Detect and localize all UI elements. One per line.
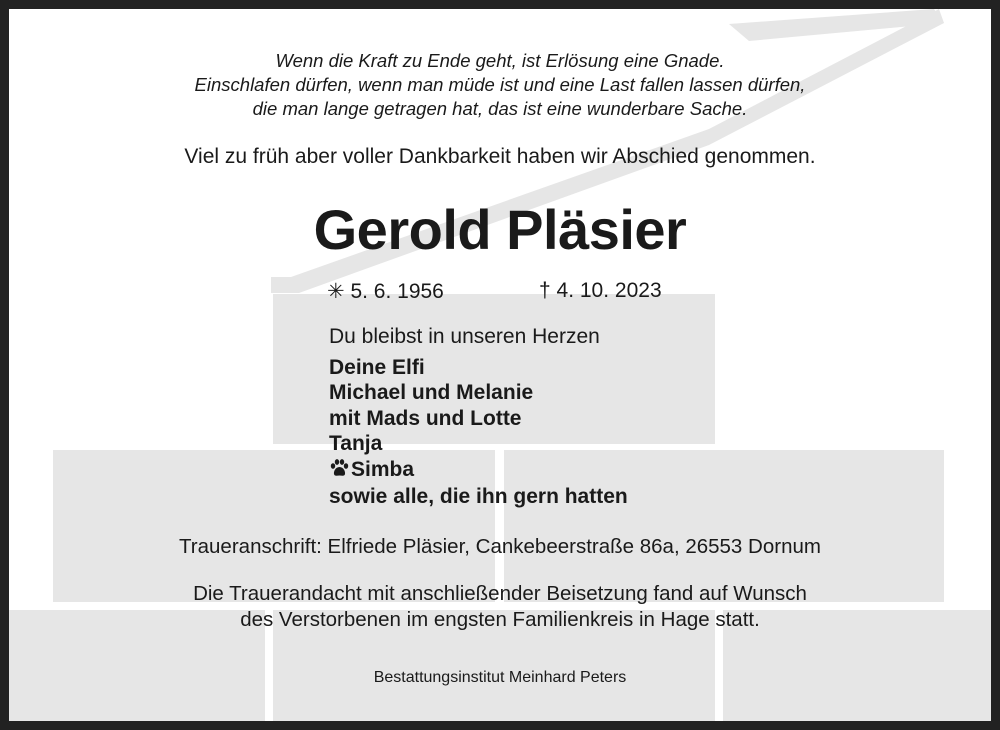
death-date-value: 4. 10. 2023: [556, 279, 662, 302]
deceased-name: Gerold Pläsier: [313, 198, 687, 261]
farewell-text: Viel zu früh aber voller Dankbarkeit haben wir Abschied genommen.: [184, 145, 816, 168]
mourning-address: Traueranschrift: Elfriede Pläsier, Cankebeerstraße 86a, 26553 Dornum: [179, 535, 821, 558]
service-line: des Verstorbenen im engsten Familienkreis in Hage statt.: [240, 608, 760, 631]
death-cross-icon: †: [539, 279, 551, 302]
mourners-list: [329, 355, 628, 509]
birth-date-value: 5. 6. 1956: [350, 280, 444, 303]
mourner: mit Mads und Lotte: [329, 406, 522, 430]
pet-name: Simba: [351, 457, 415, 481]
service-notice: [9, 581, 991, 633]
mourner: Michael und Melanie: [329, 381, 534, 405]
poem-line: Einschlafen dürfen, wenn man müde ist und eine Last fallen lassen dürfen,: [194, 74, 806, 95]
poem-line: Wenn die Kraft zu Ende geht, ist Erlösung eine Gnade.: [275, 50, 725, 71]
poem: [9, 49, 991, 121]
mourner: Tanja: [329, 432, 383, 456]
obituary-card: [9, 9, 991, 721]
undertaker-name: Bestattungsinstitut Meinhard Peters: [373, 669, 627, 686]
paw-icon: [329, 458, 351, 484]
birth-date: [327, 279, 444, 304]
death-date: [539, 279, 662, 303]
remembrance-text: Du bleibst in unseren Herzen: [329, 325, 600, 348]
mourner: Deine Elfi: [329, 356, 425, 379]
service-line: Die Trauerandacht mit anschließender Beisetzung fand auf Wunsch: [193, 582, 807, 605]
birth-star-icon: ✳: [327, 280, 345, 303]
poem-line: die man lange getragen hat, das ist eine wunderbare Sache.: [252, 98, 748, 119]
mourner-pet: [329, 457, 628, 484]
mourner: sowie alle, die ihn gern hatten: [329, 485, 628, 509]
